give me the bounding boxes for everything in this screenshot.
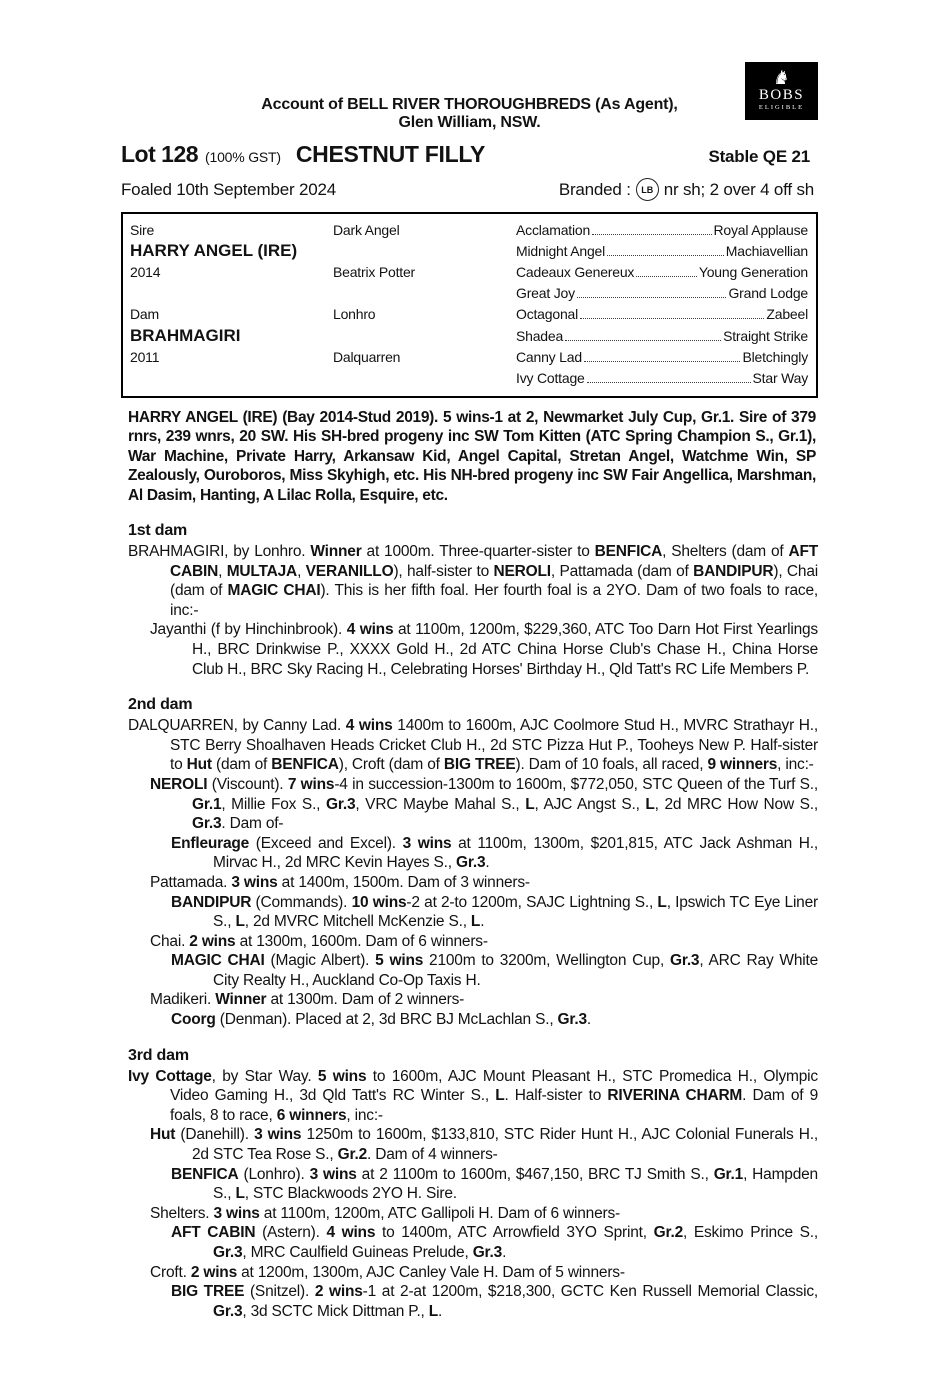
horse-head-icon: ♞	[773, 68, 790, 90]
ancestor-row	[516, 306, 808, 322]
ancestor-name: Royal Applause	[713, 221, 808, 238]
progeny-paragraph: Croft. 2 wins at 1200m, 1300m, AJC Canley Vale H. Dam of 5 winners-	[150, 1263, 625, 1281]
progeny-paragraph: NEROLI (Viscount). 7 wins-4 in succession-1300m to 1600m, $772,050, STC Queen of the Turf S., Gr.1, Millie Fox S., Gr.3, VRC Maybe Mahal S., L, AJC Angst S., L, 2d MRC How Now S., Gr.3. Dam of-	[150, 775, 819, 833]
branded-info	[559, 178, 814, 201]
ancestor-row	[516, 222, 808, 238]
section-3rd-dam	[128, 1067, 818, 1322]
dam-record-paragraph: Ivy Cottage, by Star Way. 5 wins to 1600m, AJC Mount Pleasant H., STC Promedica H., Olympic Video Gaming H., 3d Qld Tatt's RC Winter S., L. Half-sister to RIVERINA CHARM. Dam of 9 foals, 8 to race, 6 winners, inc:-	[128, 1067, 819, 1124]
progeny-paragraph: MAGIC CHAI (Magic Albert). 5 wins 2100m to 3200m, Wellington Cup, Gr.3, ARC Ray White City Realty H., Auckland Co-Op Taxis H.	[171, 952, 819, 989]
sire-sire: Dark Angel	[333, 221, 400, 238]
dam-name: BRAHMAGIRI	[130, 325, 241, 345]
account-line-2: Glen William, NSW.	[398, 114, 541, 131]
sire-race-record: HARRY ANGEL (IRE) (Bay 2014-Stud 2019). 5 wins-1 at 2, Newmarket July Cup, Gr.1. Sire of 379 rnrs, 239 wnrs, 20 SW. His SH-bred progeny inc SW Tom Kitten (ATC Spring Champion S., Gr.1), War Machine, Private Harry, Arkansaw Kid, Angel Capital, Stretan Angel, Watchme Win, SP Zealously, Ouroboros, Miss Skyhigh, etc. His NH-bred progeny inc SW Fair Angellica, Marshman, Al Dasim, Hanting, A Lilac Rolla, Esquire, etc.	[128, 408, 816, 504]
progeny-paragraph: Hut (Danehill). 3 wins 1250m to 1600m, $133,810, STC Rider Hunt H., AJC Colonial Funerals H., 2d STC Tea Rose S., Gr.2. Dam of 4 winners-	[150, 1126, 818, 1164]
progeny-paragraph: BANDIPUR (Commands). 10 wins-2 at 2-to 1200m, SAJC Lightning S., L, Ipswich TC Eye Liner S., L, 2d MVRC Mitchell McKenzie S., L.	[171, 893, 818, 931]
progeny-paragraph: AFT CABIN (Astern). 4 wins to 1400m, ATC Arrowfield 3YO Sprint, Gr.2, Eskimo Prince S., Gr.3, MRC Caulfield Guineas Prelude, Gr.3.	[171, 1224, 819, 1261]
ancestor-row	[516, 370, 808, 386]
progeny-paragraph: Jayanthi (f by Hinchinbrook). 4 wins at 1100m, 1200m, $229,360, ATC Too Darn Hot First Yearlings H., BRC Drinkwise P., XXXX Gold H., 2d ATC China Horse Club's Chase H., China Horse Club H., BRC Sky Racing H., Celebrating Horses' Birthday H., Qld Tatt's RC Life Members P.	[150, 621, 818, 678]
dot-leader	[565, 340, 721, 341]
ancestor-name: Great Joy	[516, 285, 575, 302]
lot-number: Lot 128	[121, 141, 199, 167]
ancestor-name: Machiavellian	[725, 242, 808, 259]
foaled-date: Foaled 10th September 2024	[121, 179, 337, 199]
progeny-paragraph: Chai. 2 wins at 1300m, 1600m. Dam of 6 winners-	[150, 932, 488, 950]
stable-number: Stable QE 21	[708, 147, 810, 166]
account-line-1: Account of BELL RIVER THOROUGHBREDS (As Agent),	[261, 96, 678, 113]
lot-header	[121, 141, 818, 168]
ancestor-row	[516, 328, 808, 344]
section-heading-2nd-dam: 2nd dam	[128, 696, 193, 714]
ancestor-name: Cadeaux Genereux	[516, 263, 635, 280]
progeny-paragraph: BIG TREE (Snitzel). 2 wins-1 at 2-at 1200m, $218,300, GCTC Ken Russell Memorial Classic, Gr.3, 3d SCTC Mick Dittman P., L.	[171, 1283, 819, 1320]
ancestor-name: Grand Lodge	[728, 285, 808, 302]
dot-leader	[636, 276, 697, 277]
ancestor-name: Midnight Angel	[516, 242, 606, 259]
dam-record-paragraph: DALQUARREN, by Canny Lad. 4 wins 1400m to 1600m, AJC Coolmore Stud H., MVRC Strathayr H., STC Berry Shoalhaven Heads Cricket Club H., 2d STC Pizza Hut P., Tooheys New P. Half-sister to Hut (dam of BENFICA), Croft (dam of BIG TREE). Dam of 10 foals, all raced, 9 winners, inc:-	[128, 717, 818, 774]
foal-brand-line	[121, 178, 818, 201]
ancestor-row	[516, 349, 808, 365]
sire-label: Sire	[130, 221, 155, 238]
dot-leader	[580, 318, 764, 319]
ancestor-name: Canny Lad	[516, 348, 582, 365]
dam-sire: Lonhro	[333, 306, 376, 323]
dot-leader	[587, 382, 751, 383]
branded-location: nr sh; 2 over 4 off sh	[663, 179, 814, 199]
dot-leader	[592, 234, 711, 235]
ancestor-row	[516, 243, 808, 259]
brand-mark-icon: LB	[636, 178, 659, 201]
branded-label: Branded :	[558, 179, 631, 199]
progeny-paragraph: Shelters. 3 wins at 1100m, 1200m, ATC Gallipoli H. Dam of 6 winners-	[150, 1204, 620, 1222]
ancestor-name: Straight Strike	[723, 327, 808, 344]
ancestor-name: Ivy Cottage	[516, 369, 585, 386]
dam-dam: Dalquarren	[333, 348, 401, 365]
page-content	[121, 96, 818, 1321]
horse-description: CHESTNUT FILLY	[295, 141, 486, 167]
progeny-paragraph: Enfleurage (Exceed and Excel). 3 wins at 1100m, 1300m, $201,815, ATC Jack Ashman H., Mirvac H., 2d MRC Kevin Hayes S., Gr.3.	[171, 834, 818, 872]
dam-label: Dam	[130, 306, 159, 323]
progeny-paragraph: Madikeri. Winner at 1300m. Dam of 2 winners-	[150, 991, 465, 1009]
dam-year: 2011	[130, 348, 160, 365]
progeny-paragraph: BENFICA (Lonhro). 3 wins at 2 1100m to 1600m, $467,150, BRC TJ Smith S., Gr.1, Hampden S., L, STC Blackwoods 2YO H. Sire.	[171, 1165, 818, 1203]
pedigree-table	[121, 212, 818, 398]
ancestor-name: Acclamation	[516, 221, 591, 238]
section-2nd-dam	[128, 716, 818, 1030]
sire-year: 2014	[130, 263, 161, 280]
progeny-paragraph: Coorg (Denman). Placed at 2, 3d BRC BJ McLachlan S., Gr.3.	[171, 1011, 592, 1029]
ancestor-name: Octagonal	[516, 306, 579, 323]
gst-note: (100% GST)	[205, 149, 281, 165]
dam-record-paragraph: BRAHMAGIRI, by Lonhro. Winner at 1000m. Three-quarter-sister to BENFICA, Shelters (dam of AFT CABIN, MULTAJA, VERANILLO), half-sister to NEROLI, Pattamada (dam of BANDIPUR), Chai (dam of MAGIC CHAI). This is her fifth foal. Her fourth foal is a 2YO. Dam of two foals to race, inc:-	[128, 543, 819, 619]
dot-leader	[607, 255, 724, 256]
ancestor-name: Bletchingly	[742, 348, 808, 365]
section-heading-1st-dam: 1st dam	[128, 522, 188, 539]
ancestor-row	[516, 264, 808, 280]
section-1st-dam	[128, 542, 818, 679]
sire-name: HARRY ANGEL (IRE)	[130, 240, 298, 260]
dot-leader	[584, 361, 741, 362]
ancestor-name: Young Generation	[698, 263, 808, 280]
logo-subtitle: ELIGIBLE	[758, 104, 805, 112]
dot-leader	[577, 297, 727, 298]
ancestor-row	[516, 285, 808, 301]
section-heading-3rd-dam: 3rd dam	[128, 1046, 189, 1064]
ancestor-name: Star Way	[752, 369, 808, 386]
sire-dam: Beatrix Potter	[333, 263, 416, 280]
ancestor-name: Zabeel	[766, 306, 808, 323]
ancestor-name: Shadea	[516, 327, 564, 344]
logo-title: BOBS	[758, 87, 805, 104]
progeny-paragraph: Pattamada. 3 wins at 1400m, 1500m. Dam of 3 winners-	[150, 873, 530, 891]
